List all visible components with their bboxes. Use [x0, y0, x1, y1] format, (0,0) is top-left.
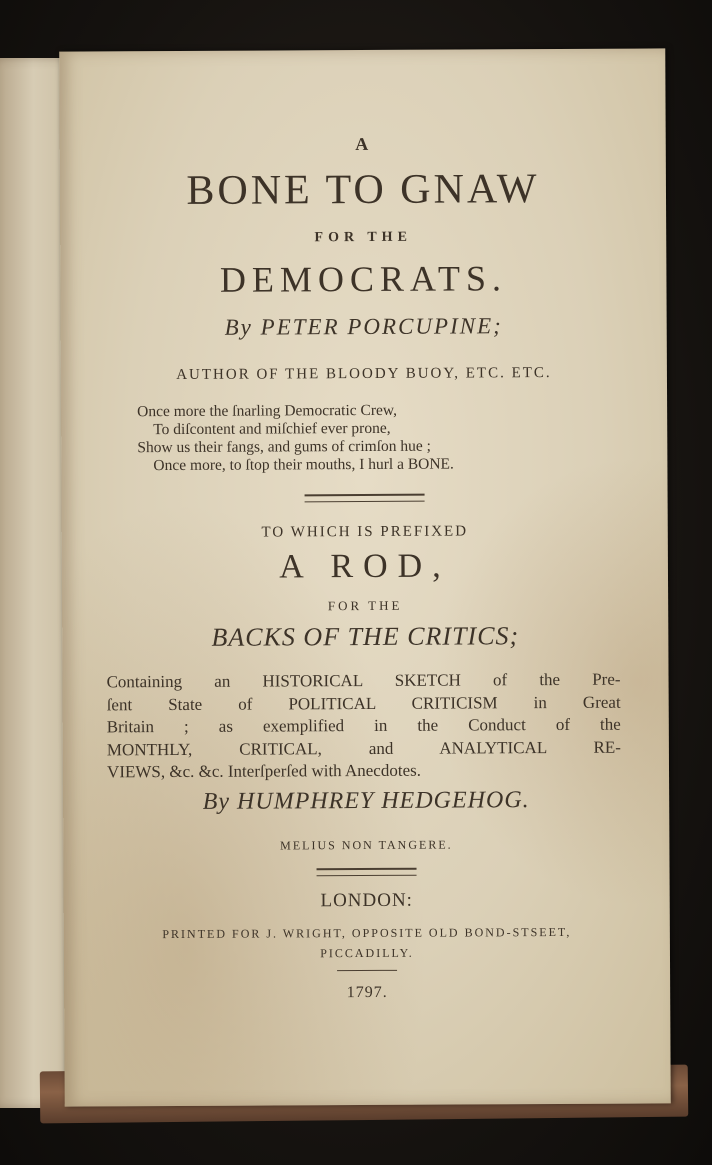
thin-rule	[337, 970, 397, 971]
description-line: MONTHLY, CRITICAL, and ANALYTICAL RE-	[106, 737, 621, 759]
imprint-street: PICCADILLY.	[320, 945, 414, 961]
publication-year: 1797.	[346, 983, 388, 1002]
title-democrats: DEMOCRATS.	[219, 258, 508, 300]
second-author-byline: By HUMPHREY HEDGEHOG.	[202, 787, 530, 815]
description-line: VIEWS, &c. &c. Interſperſed with Anecdotes.	[106, 760, 421, 782]
main-title: BONE TO GNAW	[186, 166, 540, 214]
verse-line: Show us their fangs, and gums of crimſon hue ;	[137, 437, 431, 457]
prefixed-line: TO WHICH IS PREFIXED	[261, 523, 469, 541]
title-for-the: FOR THE	[314, 229, 412, 246]
subtitle-for-the: FOR THE	[327, 597, 403, 614]
subtitle-rod: A ROD,	[279, 547, 451, 586]
epigraph-verse	[137, 402, 454, 476]
imprint-city: LONDON:	[320, 889, 413, 912]
author-credentials: AUTHOR OF THE BLOODY BUOY, ETC. ETC.	[176, 365, 552, 383]
verse-line: To diſcontent and miſchief ever prone,	[153, 419, 391, 439]
description-line: Britain ; as exemplified in the Conduct of the	[106, 714, 621, 737]
ornamental-rule	[305, 494, 425, 503]
title-page	[59, 48, 671, 1106]
latin-motto: MELIUS NON TANGERE.	[280, 837, 453, 853]
description-line: Containing an HISTORICAL SKETCH of the Pre-	[106, 669, 621, 692]
verse-line: Once more the ſnarling Democratic Crew,	[137, 401, 397, 421]
description-line: ſent State of POLITICAL CRITICISM in Great	[106, 692, 621, 714]
title-article: A	[355, 133, 371, 155]
ornamental-rule	[317, 868, 417, 877]
verse-line: Once more, to ſtop their mouths, I hurl a BONE.	[153, 455, 454, 475]
contents-description	[106, 669, 621, 784]
subtitle-backs-of-critics: BACKS OF THE CRITICS;	[211, 621, 520, 652]
imprint-printer: PRINTED FOR J. WRIGHT, OPPOSITE OLD BOND-STSEET,	[162, 924, 572, 942]
author-byline: By PETER PORCUPINE;	[224, 313, 503, 340]
